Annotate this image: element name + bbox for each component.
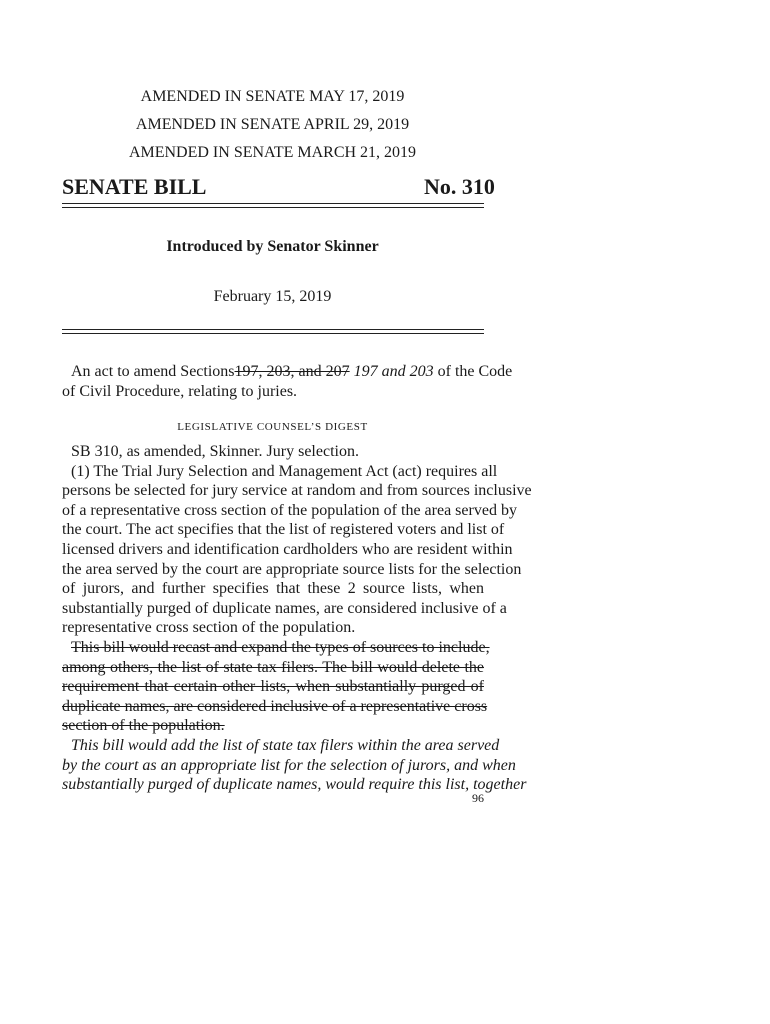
digest-heading: LEGISLATIVE COUNSEL’S DIGEST (177, 421, 368, 433)
inserted-line: by the court as an appropriate list for the selection of jurors, and when (62, 756, 516, 774)
header-rule-top (62, 203, 484, 204)
bill-number: No. 310 (424, 174, 495, 199)
para1-line: of jurors, and further specifies that these 2 source lists, when (62, 580, 484, 598)
amendment-line-3: AMENDED IN SENATE MARCH 21, 2019 (128, 144, 417, 161)
intro-rule-top (62, 329, 484, 330)
act-title-line-1: An act to amend Sections197, 203, and 207 197 and 203 of the Code (71, 363, 513, 380)
introduced-by: Introduced by Senator Skinner (166, 238, 379, 255)
page-number: 96 (472, 791, 484, 805)
act-title-line-2: of Civil Procedure, relating to juries. (62, 382, 298, 400)
inserted-sections: 197 and 203 (353, 363, 434, 380)
header-rule-bottom (62, 207, 484, 208)
amendment-line-1: AMENDED IN SENATE MAY 17, 2019 (140, 88, 405, 105)
digest-title: SB 310, as amended, Skinner. Jury selection. (71, 443, 359, 460)
para1-line: the court. The act specifies that the list of registered voters and list of (62, 521, 505, 539)
struck-sections: 197, 203, and 207 (234, 363, 350, 380)
para1-line: the area served by the court are appropriate source lists for the selection (62, 560, 522, 578)
inserted-line: This bill would add the list of state tax filers within the area served (71, 736, 500, 754)
struck-line: section of the population. (62, 717, 225, 735)
amendment-line-2: AMENDED IN SENATE APRIL 29, 2019 (135, 116, 410, 133)
struck-line: duplicate names, are considered inclusive of a representative cross (62, 697, 488, 715)
para1-line: substantially purged of duplicate names, are considered inclusive of a (62, 599, 507, 617)
para1-line: (1) The Trial Jury Selection and Management Act (act) requires all (71, 462, 498, 480)
inserted-line: substantially purged of duplicate names, would require this list, together (62, 776, 527, 794)
intro-rule-bottom (62, 333, 484, 334)
digest-body (62, 442, 532, 795)
struck-line: This bill would recast and expand the types of sources to include, (71, 638, 490, 656)
struck-line: among others, the list of state tax filers. The bill would delete the (62, 658, 484, 676)
para1-line: licensed drivers and identification cardholders who are resident within (62, 540, 513, 558)
para1-line: of a representative cross section of the population of the area served by (62, 501, 517, 519)
act-title (62, 362, 513, 401)
introduced-date: February 15, 2019 (213, 288, 332, 305)
para1-line: representative cross section of the population. (62, 619, 356, 637)
bill-type: SENATE BILL (62, 174, 207, 199)
para1-line: persons be selected for jury service at random and from sources inclusive (62, 482, 532, 500)
struck-line: requirement that certain other lists, when substantially purged of (62, 678, 484, 696)
